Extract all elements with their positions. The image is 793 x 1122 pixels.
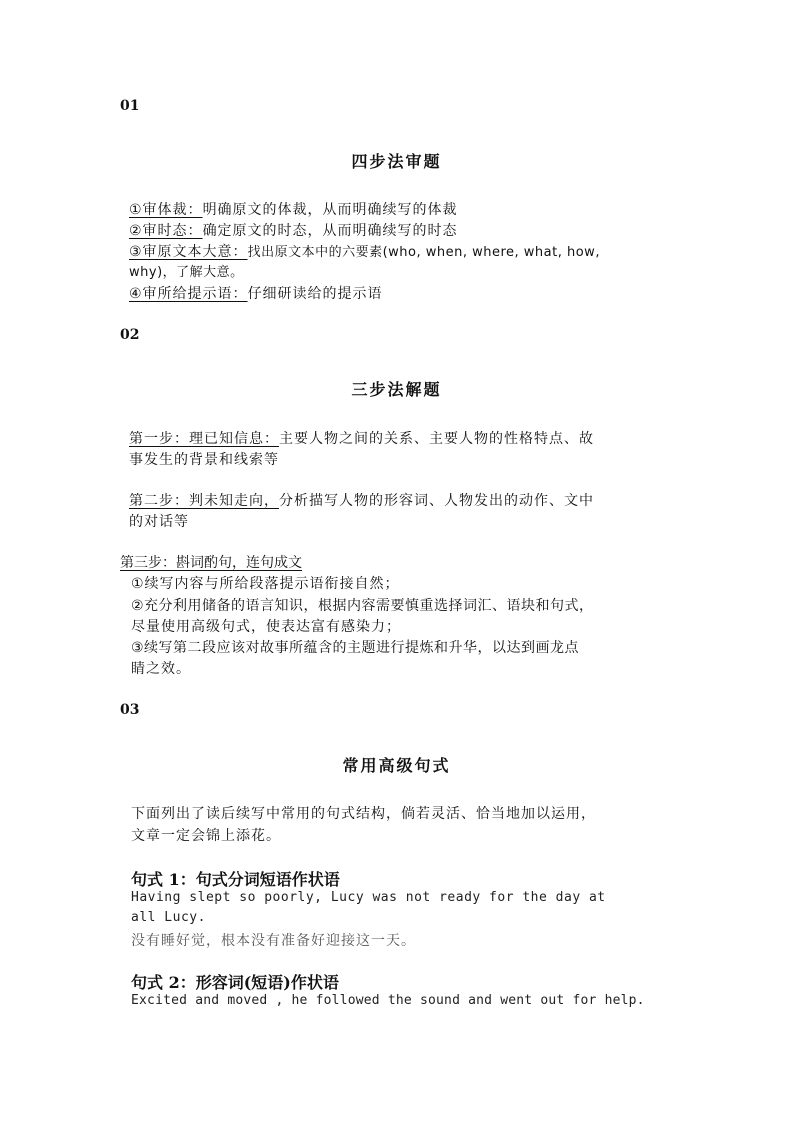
step-continuation: 的对话等 (129, 514, 189, 530)
step-subline: ①续写内容与所给段落提示语衔接自然； (131, 576, 400, 592)
section-number-02: 02 (120, 327, 140, 343)
step-continuation: 事发生的背景和线索等 (129, 452, 279, 468)
intro-line: 下面列出了读后续写中常用的句式结构，倘若灵活、恰当地加以运用， (131, 806, 596, 822)
step-text: 分析描写人物的形容词、人物发出的动作、文中 (279, 493, 594, 509)
item-label: ③审原文本大意： (129, 244, 248, 260)
item-label: ②审时态： (129, 223, 203, 239)
step-label: 第二步：判未知走向， (129, 493, 279, 509)
section-title-advanced-patterns: 常用高级句式 (342, 756, 451, 775)
list-item (129, 200, 458, 220)
pattern-title: 句式 1：句式分词短语作状语 (131, 870, 340, 889)
item-label: ①审体裁： (129, 202, 203, 218)
section-number-01: 01 (120, 98, 140, 114)
list-item (129, 242, 600, 263)
item-text: 明确原文的体裁，从而明确续写的体裁 (202, 202, 458, 218)
pattern-example-en: all Lucy. (131, 910, 206, 925)
pattern-example-en: Having slept so poorly, Lucy was not ready for the day at (131, 890, 606, 905)
step-text: 主要人物之间的关系、主要人物的性格特点、故 (279, 431, 594, 447)
step-label: 第三步：斟词酌句，连句成文 (120, 555, 302, 571)
item-continuation: why)，了解大意。 (129, 265, 244, 280)
list-item (129, 221, 458, 241)
intro-line: 文章一定会锦上添花。 (131, 828, 281, 844)
step-item (129, 429, 594, 449)
step-item (129, 491, 594, 511)
step-subline: ②充分利用储备的语言知识，根据内容需要慎重选择词汇、语块和句式， (131, 598, 594, 614)
pattern-title: 句式 2：形容词(短语)作状语 (131, 973, 339, 992)
item-text: 找出原文本中的六要素(who, when, where, what, how, (247, 245, 600, 260)
item-text: 确定原文的时态，从而明确续写的时态 (202, 223, 458, 239)
list-item (129, 284, 383, 304)
pattern-example-cn: 没有睡好觉，根本没有准备好迎接这一天。 (131, 933, 416, 949)
step-subline: 尽量使用高级句式，使表达富有感染力； (131, 619, 401, 635)
step-label: 第一步：理已知信息： (129, 431, 279, 447)
step-subline: ③续写第二段应该对故事所蕴含的主题进行提炼和升华，以达到画龙点 (131, 640, 580, 656)
section-number-03: 03 (120, 702, 140, 718)
pattern-example-en: Excited and moved , he followed the sound and went out for help. (131, 993, 645, 1008)
section-title-four-step: 四步法审题 (351, 152, 442, 171)
item-label: ④审所给提示语： (129, 286, 248, 302)
step-subline: 睛之效。 (131, 661, 191, 677)
item-text: 仔细研读给的提示语 (247, 286, 383, 302)
section-title-three-step: 三步法解题 (351, 380, 442, 399)
